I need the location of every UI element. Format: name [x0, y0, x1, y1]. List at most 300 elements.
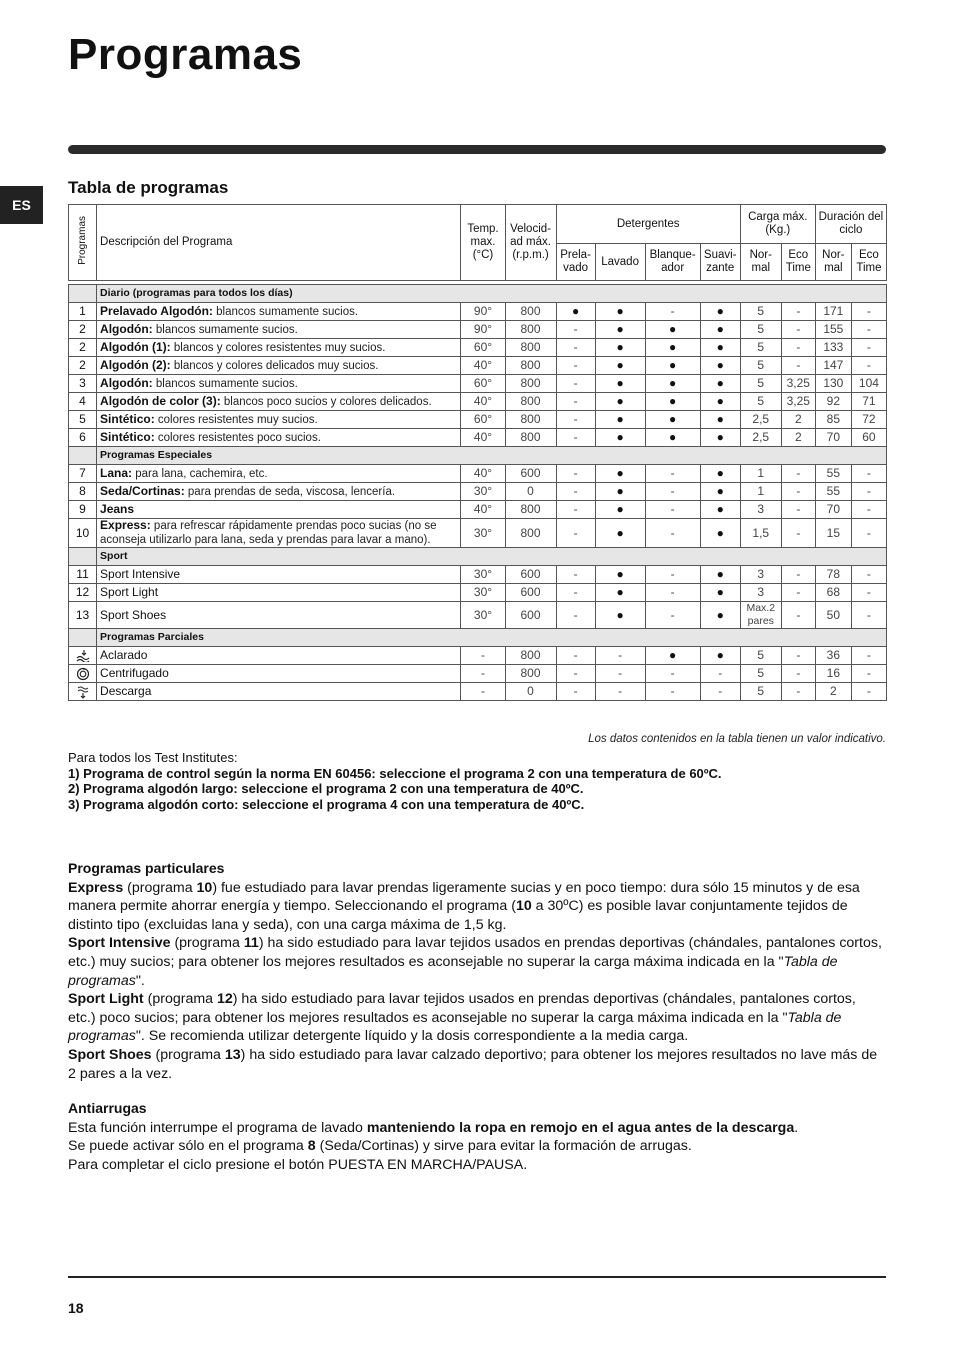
- duracion-normal-cell: 55: [815, 465, 851, 483]
- table-note: Los datos contenidos en la tabla tienen un valor indicativo.: [588, 733, 886, 745]
- header-temp: Temp. max. (°C): [461, 205, 505, 281]
- temp-cell: 30°: [461, 483, 505, 501]
- prelavado-cell: -: [556, 375, 595, 393]
- blanqueador-cell: ●: [645, 429, 700, 447]
- header-duracion-normal: Nor- mal: [815, 244, 851, 281]
- table-row: [69, 321, 887, 339]
- prelavado-cell: -: [556, 411, 595, 429]
- suavizante-cell: -: [700, 683, 740, 701]
- blanqueador-cell: ●: [645, 375, 700, 393]
- carga-normal-cell: 3: [740, 584, 781, 602]
- lavado-cell: ●: [595, 566, 645, 584]
- carga-eco-cell: 2: [781, 429, 815, 447]
- lavado-cell: ●: [595, 602, 645, 629]
- carga-eco-cell: -: [781, 501, 815, 519]
- header-duracion: Duración del ciclo: [815, 205, 886, 244]
- lavado-cell: ●: [595, 584, 645, 602]
- duracion-normal-cell: 171: [815, 303, 851, 321]
- duracion-normal-cell: 85: [815, 411, 851, 429]
- suavizante-cell: ●: [700, 393, 740, 411]
- duracion-normal-cell: 15: [815, 519, 851, 548]
- carga-normal-cell: 3: [740, 501, 781, 519]
- duracion-eco-cell: 104: [851, 375, 886, 393]
- program-detail: blancos sumamente sucios.: [152, 323, 298, 336]
- program-detail: blancos sumamente sucios.: [152, 377, 298, 390]
- program-number: 13: [69, 602, 97, 629]
- duracion-normal-cell: 70: [815, 429, 851, 447]
- lavado-cell: ●: [595, 411, 645, 429]
- group-spacer: [69, 447, 97, 465]
- suavizante-cell: ●: [700, 584, 740, 602]
- temp-cell: 30°: [461, 566, 505, 584]
- duracion-eco-cell: -: [851, 584, 886, 602]
- program-description: [97, 519, 461, 548]
- lavado-cell: ●: [595, 393, 645, 411]
- program-number: 10: [69, 519, 97, 548]
- carga-normal-cell: 5: [740, 321, 781, 339]
- antiarrugas-section: [68, 1099, 886, 1174]
- speed-cell: 800: [505, 411, 556, 429]
- suavizante-cell: -: [700, 665, 740, 683]
- lavado-cell: ●: [595, 357, 645, 375]
- blanqueador-cell: ●: [645, 357, 700, 375]
- programs-table: [68, 204, 887, 701]
- antiarrugas-p2: Se puede activar sólo en el programa 8 (Seda/Cortinas) y sirve para evitar la formación de arrugas.: [68, 1138, 692, 1155]
- temp-cell: 60°: [461, 375, 505, 393]
- suavizante-cell: ●: [700, 465, 740, 483]
- spin-icon: [69, 665, 97, 683]
- duracion-normal-cell: 78: [815, 566, 851, 584]
- blanqueador-cell: -: [645, 303, 700, 321]
- carga-eco-cell: -: [781, 566, 815, 584]
- program-detail: colores resistentes poco sucios.: [154, 431, 321, 444]
- group-name: Sport: [97, 548, 887, 566]
- suavizante-cell: ●: [700, 519, 740, 548]
- duracion-normal-cell: 2: [815, 683, 851, 701]
- program-description: [97, 584, 461, 602]
- prelavado-cell: -: [556, 465, 595, 483]
- speed-cell: 800: [505, 375, 556, 393]
- table-row: [69, 339, 887, 357]
- institutes-line: 2) Programa algodón largo: seleccione el programa 2 con una temperatura de 40ºC.: [68, 781, 584, 796]
- lavado-cell: -: [595, 647, 645, 665]
- program-name: Algodón:: [100, 375, 153, 390]
- program-number: 6: [69, 429, 97, 447]
- temp-cell: 30°: [461, 584, 505, 602]
- suavizante-cell: ●: [700, 411, 740, 429]
- prelavado-cell: ●: [556, 303, 595, 321]
- program-name: Prelavado Algodón:: [100, 303, 213, 318]
- program-detail: para prendas de seda, viscosa, lencería.: [184, 485, 396, 498]
- prelavado-cell: -: [556, 357, 595, 375]
- lavado-cell: ●: [595, 339, 645, 357]
- carga-normal-cell: 5: [740, 393, 781, 411]
- suavizante-cell: ●: [700, 501, 740, 519]
- carga-normal-cell: 5: [740, 357, 781, 375]
- duracion-eco-cell: 71: [851, 393, 886, 411]
- suavizante-cell: ●: [700, 566, 740, 584]
- speed-cell: 600: [505, 602, 556, 629]
- header-carga: Carga máx. (Kg.): [740, 205, 815, 244]
- program-detail: Aclarado: [100, 648, 148, 662]
- sport-shoes-paragraph: Sport Shoes (programa 13) ha sido estudiado para lavar calzado deportivo; para obtener los mejores resultados no lave más de 2 pares a la vez.: [68, 1046, 878, 1082]
- speed-cell: 0: [505, 483, 556, 501]
- header-descripcion: Descripción del Programa: [97, 205, 461, 281]
- carga-eco-cell: -: [781, 683, 815, 701]
- suavizante-cell: ●: [700, 429, 740, 447]
- blanqueador-cell: -: [645, 584, 700, 602]
- carga-eco-cell: -: [781, 584, 815, 602]
- carga-eco-cell: 3,25: [781, 393, 815, 411]
- carga-eco-cell: 2: [781, 411, 815, 429]
- program-description: [97, 321, 461, 339]
- group-name: Diario (programas para todos los días): [97, 285, 887, 303]
- temp-cell: 40°: [461, 393, 505, 411]
- program-detail: para refrescar rápidamente prendas poco sucias (no se aconseja utilizarlo para lana, seda y prendas para lavar a mano).: [100, 520, 437, 546]
- header-suavizante: Suavi- zante: [700, 244, 740, 281]
- header-carga-eco: Eco Time: [781, 244, 815, 281]
- speed-cell: 800: [505, 501, 556, 519]
- temp-cell: 30°: [461, 602, 505, 629]
- speed-cell: 600: [505, 566, 556, 584]
- table-row: [69, 465, 887, 483]
- header-detergentes: Detergentes: [556, 205, 740, 244]
- program-description: [97, 393, 461, 411]
- duracion-normal-cell: 36: [815, 647, 851, 665]
- duracion-normal-cell: 155: [815, 321, 851, 339]
- speed-cell: 800: [505, 519, 556, 548]
- program-description: [97, 411, 461, 429]
- duracion-eco-cell: 72: [851, 411, 886, 429]
- carga-normal-cell: 3: [740, 566, 781, 584]
- program-description: [97, 647, 461, 665]
- duracion-eco-cell: 60: [851, 429, 886, 447]
- duracion-normal-cell: 16: [815, 665, 851, 683]
- speed-cell: 600: [505, 465, 556, 483]
- prelavado-cell: -: [556, 665, 595, 683]
- lavado-cell: ●: [595, 501, 645, 519]
- prelavado-cell: -: [556, 647, 595, 665]
- duracion-eco-cell: -: [851, 647, 886, 665]
- program-detail: colores resistentes muy sucios.: [154, 413, 318, 426]
- program-description: [97, 303, 461, 321]
- temp-cell: 40°: [461, 357, 505, 375]
- header-lavado: Lavado: [595, 244, 645, 281]
- header-blanqueador: Blanque- ador: [645, 244, 700, 281]
- program-description: [97, 665, 461, 683]
- temp-cell: 60°: [461, 411, 505, 429]
- carga-normal-cell: Max.2 pares: [740, 602, 781, 629]
- program-detail: Descarga: [100, 684, 152, 698]
- duracion-eco-cell: -: [851, 566, 886, 584]
- program-number: 3: [69, 375, 97, 393]
- duracion-eco-cell: -: [851, 683, 886, 701]
- program-number: 2: [69, 321, 97, 339]
- duracion-eco-cell: -: [851, 483, 886, 501]
- prelavado-cell: -: [556, 483, 595, 501]
- program-name: Jeans: [100, 501, 135, 516]
- lavado-cell: ●: [595, 519, 645, 548]
- program-description: [97, 375, 461, 393]
- carga-eco-cell: 3,25: [781, 375, 815, 393]
- carga-eco-cell: -: [781, 647, 815, 665]
- table-row: [69, 483, 887, 501]
- suavizante-cell: ●: [700, 339, 740, 357]
- program-detail: Sport Intensive: [100, 567, 181, 581]
- duracion-normal-cell: 147: [815, 357, 851, 375]
- institutes-intro: Para todos los Test Institutes:: [68, 750, 238, 765]
- carga-eco-cell: -: [781, 357, 815, 375]
- carga-normal-cell: 1: [740, 465, 781, 483]
- duracion-normal-cell: 133: [815, 339, 851, 357]
- prelavado-cell: -: [556, 519, 595, 548]
- carga-eco-cell: -: [781, 519, 815, 548]
- group-name: Programas Parciales: [97, 629, 887, 647]
- program-number: 8: [69, 483, 97, 501]
- temp-cell: 40°: [461, 429, 505, 447]
- blanqueador-cell: -: [645, 465, 700, 483]
- program-description: [97, 683, 461, 701]
- duracion-eco-cell: -: [851, 602, 886, 629]
- program-number: 7: [69, 465, 97, 483]
- suavizante-cell: ●: [700, 357, 740, 375]
- program-detail: Sport Light: [100, 585, 159, 599]
- lavado-cell: ●: [595, 303, 645, 321]
- table-row: [69, 519, 887, 548]
- program-number: 9: [69, 501, 97, 519]
- speed-cell: 800: [505, 647, 556, 665]
- duracion-normal-cell: 92: [815, 393, 851, 411]
- program-name: Algodón:: [100, 321, 153, 336]
- program-number: 2: [69, 339, 97, 357]
- table-row: [69, 375, 887, 393]
- program-description: [97, 602, 461, 629]
- blanqueador-cell: ●: [645, 647, 700, 665]
- carga-normal-cell: 5: [740, 665, 781, 683]
- prelavado-cell: -: [556, 339, 595, 357]
- carga-eco-cell: -: [781, 665, 815, 683]
- duracion-eco-cell: -: [851, 465, 886, 483]
- table-row: [69, 411, 887, 429]
- suavizante-cell: ●: [700, 602, 740, 629]
- blanqueador-cell: -: [645, 665, 700, 683]
- lavado-cell: ●: [595, 375, 645, 393]
- program-name: Algodón (1):: [100, 339, 171, 354]
- carga-normal-cell: 5: [740, 647, 781, 665]
- table-row: [69, 501, 887, 519]
- suavizante-cell: ●: [700, 483, 740, 501]
- table-row: [69, 393, 887, 411]
- table-row: [69, 665, 887, 683]
- carga-normal-cell: 2,5: [740, 429, 781, 447]
- duracion-eco-cell: -: [851, 321, 886, 339]
- blanqueador-cell: ●: [645, 411, 700, 429]
- program-description: [97, 483, 461, 501]
- carga-eco-cell: -: [781, 465, 815, 483]
- prelavado-cell: -: [556, 393, 595, 411]
- program-name: Express:: [100, 518, 151, 532]
- table-row: [69, 584, 887, 602]
- carga-eco-cell: -: [781, 339, 815, 357]
- blanqueador-cell: -: [645, 501, 700, 519]
- table-row: [69, 429, 887, 447]
- program-name: Algodón (2):: [100, 357, 171, 372]
- footer-rule: [68, 1276, 886, 1278]
- program-number: 4: [69, 393, 97, 411]
- duracion-eco-cell: -: [851, 501, 886, 519]
- program-number: 12: [69, 584, 97, 602]
- group-spacer: [69, 285, 97, 303]
- particulares-heading: Programas particulares: [68, 860, 225, 876]
- sport-light-paragraph: Sport Light (programa 12) ha sido estudiado para lavar tejidos usados en prendas deportivas (chándales, pantalones cortos, etc.) poco sucios; para obtener los mejores resultados es aconsejable no superar la carga máxima indicada en la "Tabla de programas". Se recomienda utilizar detergente líquido y la dosis correspondiente a la media carga.: [68, 991, 856, 1045]
- program-number: 1: [69, 303, 97, 321]
- rinse-icon: [69, 647, 97, 665]
- program-number: 5: [69, 411, 97, 429]
- carga-normal-cell: 2,5: [740, 411, 781, 429]
- lavado-cell: ●: [595, 321, 645, 339]
- blanqueador-cell: -: [645, 519, 700, 548]
- suavizante-cell: ●: [700, 303, 740, 321]
- table-row: [69, 647, 887, 665]
- carga-normal-cell: 5: [740, 375, 781, 393]
- program-description: [97, 566, 461, 584]
- suavizante-cell: ●: [700, 321, 740, 339]
- program-detail: para lana, cachemira, etc.: [132, 467, 268, 480]
- header-velocidad: Velocid- ad máx. (r.p.m.): [505, 205, 556, 281]
- drain-icon: [69, 683, 97, 701]
- lavado-cell: -: [595, 665, 645, 683]
- program-description: [97, 339, 461, 357]
- program-description: [97, 501, 461, 519]
- express-paragraph: Express (programa 10) fue estudiado para lavar prendas ligeramente sucias y en poco tiempo: dura sólo 15 minutos y de esa manera permite ahorrar energía y tiempo. Seleccionando el programa (10 a 30ºC) es posible lavar conjuntamente tejidos de distinto tipo (excluidas lana y seda), con una carga máxima de 1,5 kg.: [68, 879, 860, 933]
- programas-particulares-section: [68, 859, 886, 1083]
- speed-cell: 800: [505, 303, 556, 321]
- suavizante-cell: ●: [700, 375, 740, 393]
- test-institutes-block: [68, 750, 722, 812]
- carga-eco-cell: -: [781, 602, 815, 629]
- lavado-cell: ●: [595, 429, 645, 447]
- language-tab: ES: [0, 186, 43, 224]
- lavado-cell: ●: [595, 483, 645, 501]
- carga-eco-cell: -: [781, 303, 815, 321]
- temp-cell: 40°: [461, 501, 505, 519]
- temp-cell: -: [461, 665, 505, 683]
- temp-cell: 40°: [461, 465, 505, 483]
- program-description: [97, 429, 461, 447]
- group-name: Programas Especiales: [97, 447, 887, 465]
- duracion-eco-cell: -: [851, 303, 886, 321]
- duracion-normal-cell: 130: [815, 375, 851, 393]
- prelavado-cell: -: [556, 429, 595, 447]
- program-name: Algodón de color (3):: [100, 393, 221, 408]
- carga-normal-cell: 5: [740, 339, 781, 357]
- temp-cell: -: [461, 647, 505, 665]
- title-rule: [68, 145, 886, 154]
- speed-cell: 800: [505, 339, 556, 357]
- prelavado-cell: -: [556, 602, 595, 629]
- table-row: [69, 602, 887, 629]
- blanqueador-cell: -: [645, 483, 700, 501]
- table-row: [69, 303, 887, 321]
- header-programas: Programas: [69, 205, 97, 281]
- blanqueador-cell: ●: [645, 393, 700, 411]
- program-detail: Centrifugado: [100, 666, 169, 680]
- duracion-normal-cell: 55: [815, 483, 851, 501]
- carga-normal-cell: 1,5: [740, 519, 781, 548]
- carga-normal-cell: 5: [740, 683, 781, 701]
- duracion-eco-cell: -: [851, 519, 886, 548]
- program-detail: blancos sumamente sucios.: [212, 305, 359, 318]
- page-title: Programas: [68, 30, 303, 79]
- header-carga-normal: Nor- mal: [740, 244, 781, 281]
- table-row: [69, 683, 887, 701]
- temp-cell: 60°: [461, 339, 505, 357]
- prelavado-cell: -: [556, 683, 595, 701]
- page-number: 18: [68, 1300, 84, 1316]
- program-detail: Sport Shoes: [100, 607, 167, 622]
- speed-cell: 800: [505, 429, 556, 447]
- program-name: Seda/Cortinas:: [100, 483, 185, 498]
- institutes-line: 1) Programa de control según la norma EN 60456: seleccione el programa 2 con una temperatura de 60ºC.: [68, 765, 722, 781]
- carga-normal-cell: 5: [740, 303, 781, 321]
- temp-cell: 90°: [461, 303, 505, 321]
- prelavado-cell: -: [556, 501, 595, 519]
- blanqueador-cell: ●: [645, 321, 700, 339]
- duracion-eco-cell: -: [851, 339, 886, 357]
- group-spacer: [69, 548, 97, 566]
- speed-cell: 800: [505, 357, 556, 375]
- suavizante-cell: ●: [700, 647, 740, 665]
- program-name: Sintético:: [100, 411, 155, 426]
- header-duracion-eco: Eco Time: [851, 244, 886, 281]
- antiarrugas-heading: Antiarrugas: [68, 1100, 147, 1116]
- institutes-line: 3) Programa algodón corto: seleccione el programa 4 con una temperatura de 40ºC.: [68, 796, 585, 812]
- duracion-normal-cell: 70: [815, 501, 851, 519]
- table-row: [69, 357, 887, 375]
- program-number: 11: [69, 566, 97, 584]
- duracion-eco-cell: -: [851, 357, 886, 375]
- program-detail: blancos y colores resistentes muy sucios.: [170, 341, 386, 354]
- program-name: Lana:: [100, 465, 133, 480]
- antiarrugas-p1: Esta función interrumpe el programa de lavado manteniendo la ropa en remojo en el agua antes de la descarga.: [68, 1119, 799, 1136]
- antiarrugas-p3: Para completar el ciclo presione el botón PUESTA EN MARCHA/PAUSA.: [68, 1156, 528, 1173]
- sport-intensive-paragraph: Sport Intensive (programa 11) ha sido estudiado para lavar tejidos usados en prendas deportivas (chándales, pantalones cortos, etc.) muy sucios; para obtener los mejores resultados es aconsejable no superar la carga máxima indicada en la "Tabla de programas".: [68, 935, 882, 989]
- prelavado-cell: -: [556, 321, 595, 339]
- program-description: [97, 357, 461, 375]
- speed-cell: 800: [505, 665, 556, 683]
- carga-eco-cell: -: [781, 321, 815, 339]
- prelavado-cell: -: [556, 566, 595, 584]
- speed-cell: 800: [505, 393, 556, 411]
- table-title: Tabla de programas: [68, 178, 229, 197]
- speed-cell: 0: [505, 683, 556, 701]
- lavado-cell: ●: [595, 465, 645, 483]
- group-spacer: [69, 629, 97, 647]
- blanqueador-cell: -: [645, 683, 700, 701]
- blanqueador-cell: ●: [645, 339, 700, 357]
- program-number: 2: [69, 357, 97, 375]
- duracion-normal-cell: 68: [815, 584, 851, 602]
- table-row: [69, 566, 887, 584]
- temp-cell: -: [461, 683, 505, 701]
- program-name: Sintético:: [100, 429, 155, 444]
- header-prelavado: Prela- vado: [556, 244, 595, 281]
- blanqueador-cell: -: [645, 566, 700, 584]
- temp-cell: 90°: [461, 321, 505, 339]
- duracion-normal-cell: 50: [815, 602, 851, 629]
- speed-cell: 600: [505, 584, 556, 602]
- speed-cell: 800: [505, 321, 556, 339]
